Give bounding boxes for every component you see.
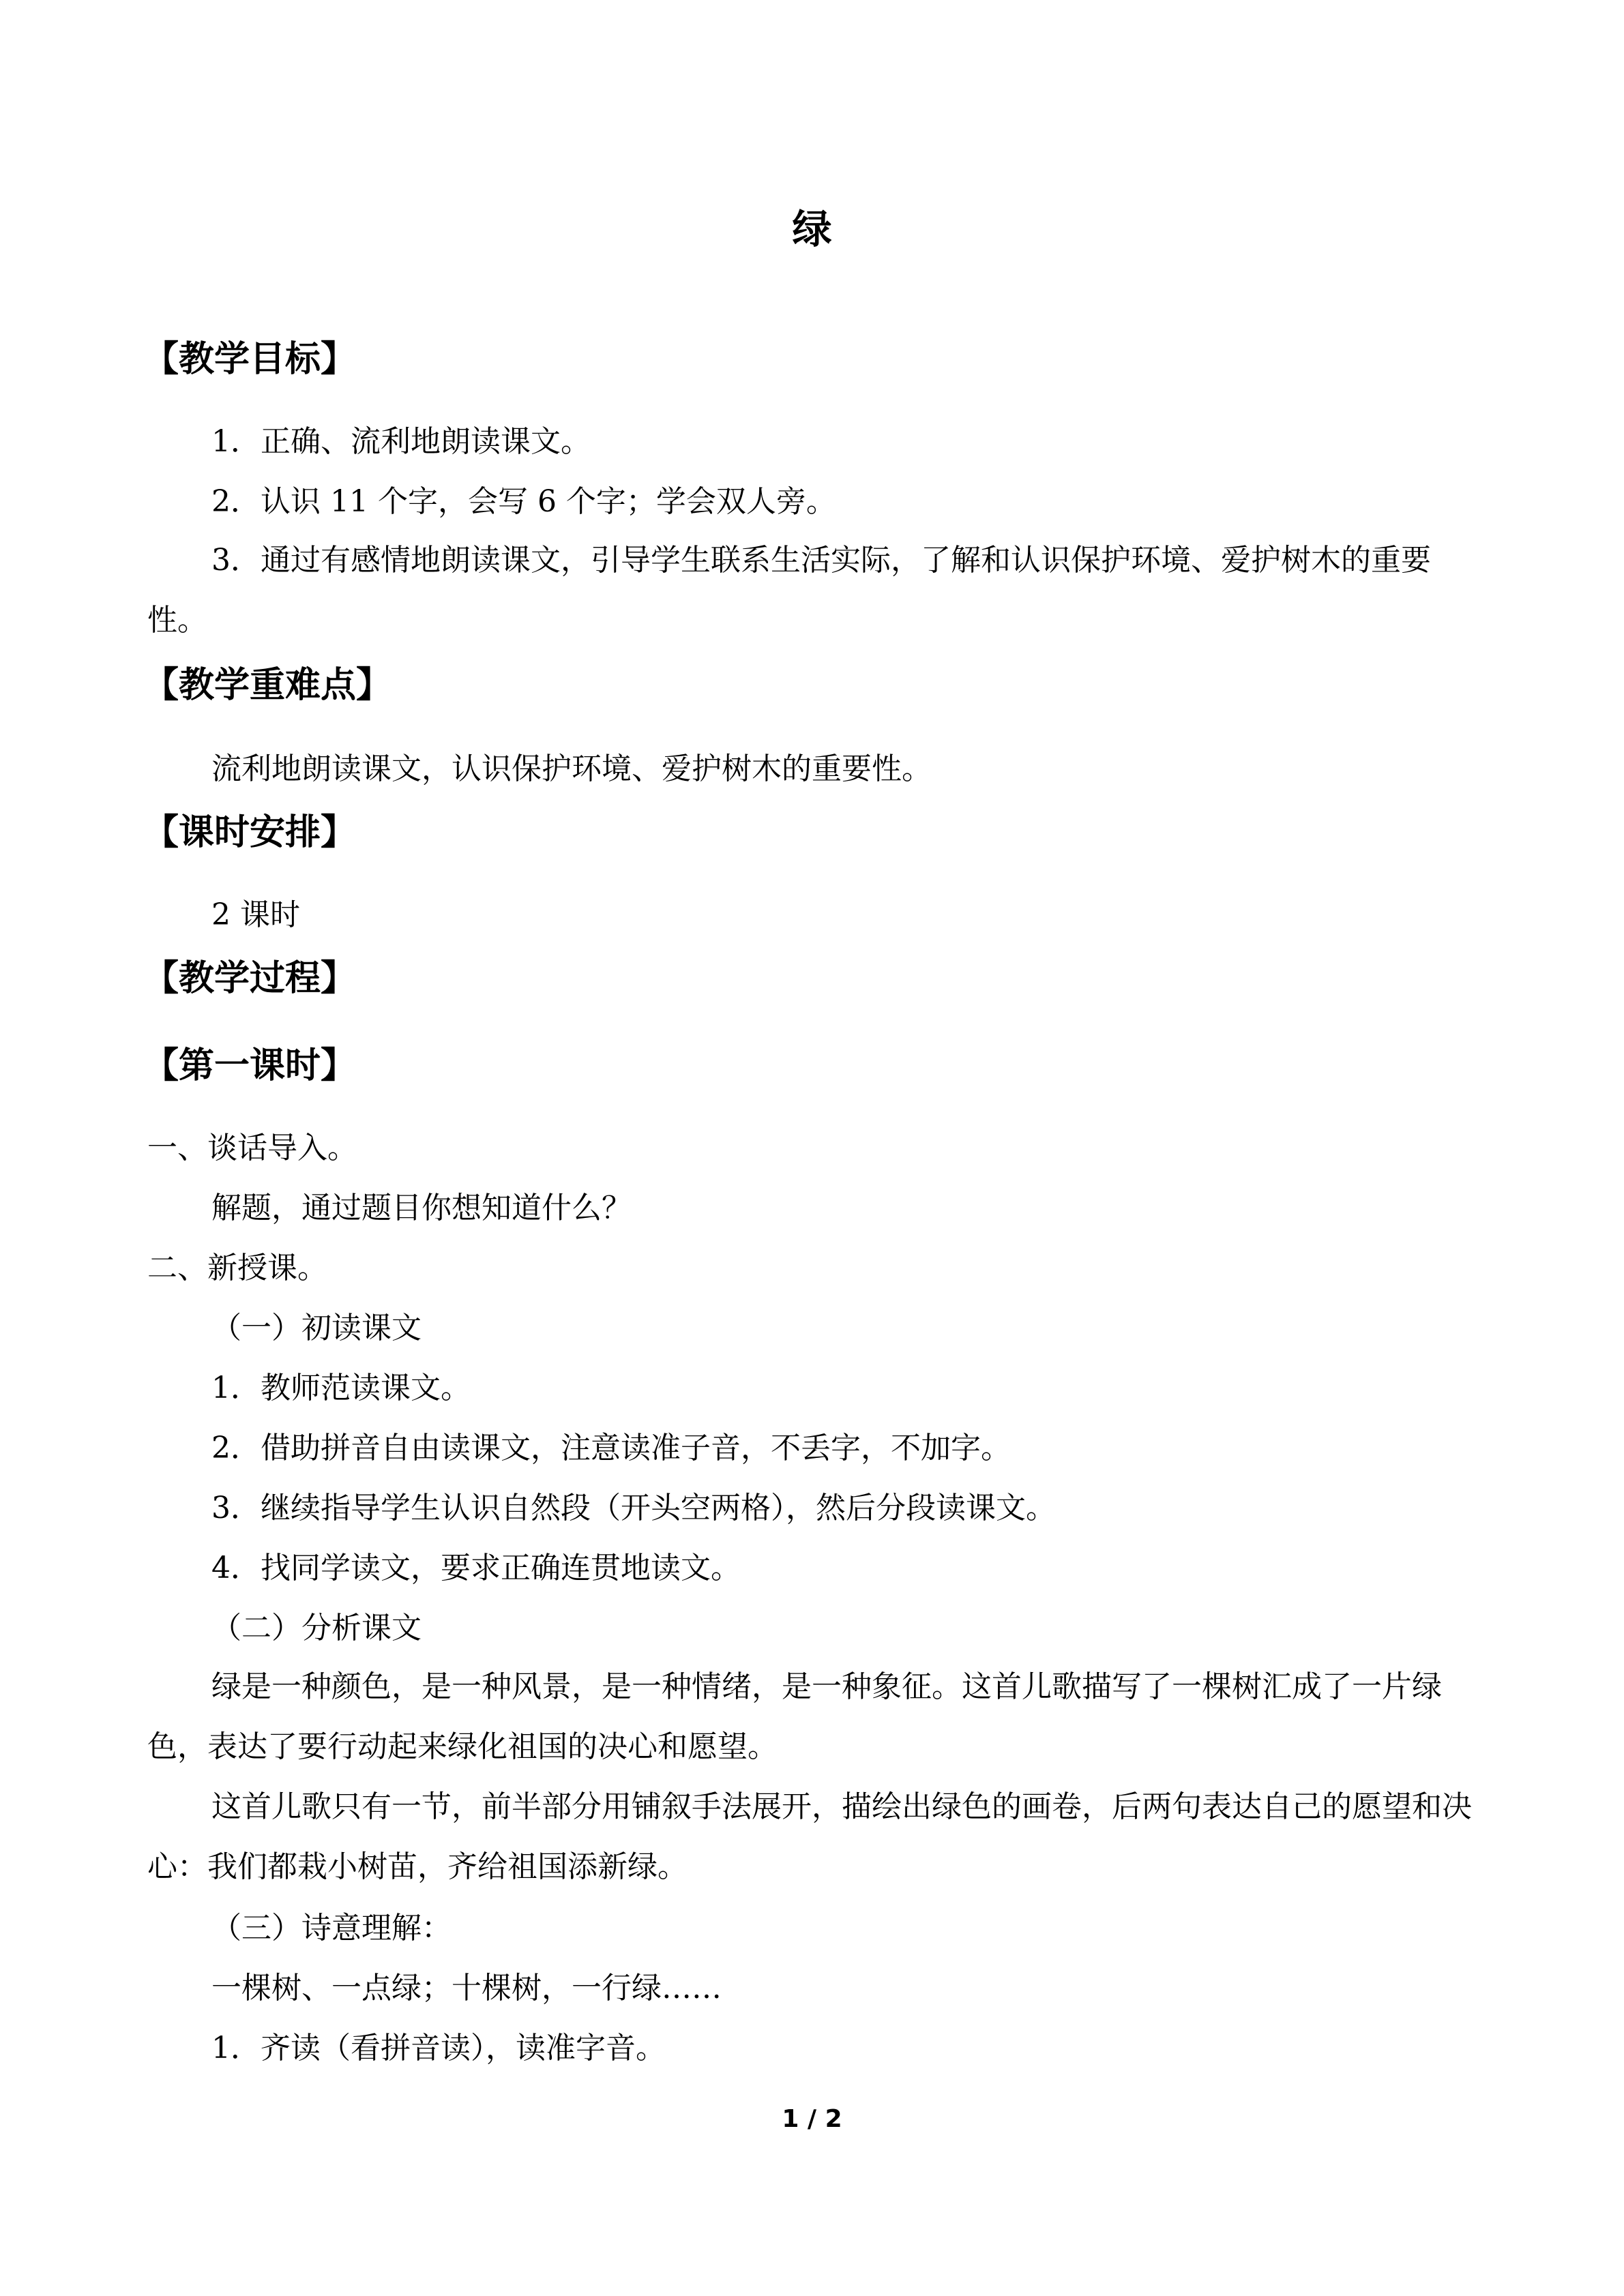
heading-teaching-process: 【教学过程】 (143, 957, 357, 999)
heading-schedule: 【课时安排】 (143, 811, 357, 853)
heading-teaching-goals: 【教学目标】 (143, 338, 357, 380)
step-2-title: 二、新授课。 (147, 1251, 327, 1285)
step-1-title: 一、谈话导入。 (147, 1131, 357, 1165)
heading-first-lesson: 【第一课时】 (143, 1045, 357, 1086)
subsection-1-title: （一）初读课文 (211, 1311, 422, 1345)
difficulty-text: 流利地朗读课文，认识保护环境、爱护树木的重要性。 (211, 751, 932, 786)
document-title: 绿 (792, 206, 832, 252)
goal-item-3: 3．通过有感情地朗读课文，引导学生联系生活实际，了解和认识保护环境、爱护树木的重要性。 (147, 543, 1431, 638)
subsection-1-item-2: 2．借助拼音自由读课文，注意读准子音，不丢字，不加字。 (211, 1431, 1011, 1465)
goal-item-1: 1．正确、流利地朗读课文。 (211, 424, 591, 459)
subsection-3-poem-line: 一棵树、一点绿；十棵树，一行绿…… (211, 1971, 722, 2006)
subsection-1-item-4: 4．找同学读文，要求正确连贯地读文。 (211, 1551, 741, 1585)
subsection-1-item-1: 1．教师范读课文。 (211, 1371, 471, 1405)
page-number: 1 / 2 (782, 2105, 842, 2133)
subsection-2-title: （二）分析课文 (211, 1611, 422, 1645)
subsection-3-title: （三）诗意理解： (211, 1911, 452, 1945)
subsection-2-paragraph-1: 绿是一种颜色，是一种风景，是一种情绪，是一种象征。这首儿歌描写了一棵树汇成了一片绿色，表达了要行动起来绿化祖国的决心和愿望。 (147, 1669, 1442, 1764)
subsection-1-item-3: 3．继续指导学生认识自然段（开头空两格），然后分段读课文。 (211, 1491, 1056, 1525)
goal-item-2: 2．认识 11 个字，会写 6 个字；学会双人旁。 (211, 484, 836, 519)
heading-key-difficulties: 【教学重难点】 (143, 664, 392, 706)
subsection-3-item-1: 1．齐读（看拼音读），读准字音。 (211, 2031, 666, 2066)
schedule-text: 2 课时 (211, 897, 300, 932)
subsection-2-paragraph-2: 这首儿歌只有一节，前半部分用铺叙手法展开，描绘出绿色的画卷，后两句表达自己的愿望和决心：我们都栽小树苗，齐给祖国添新绿。 (147, 1789, 1472, 1884)
step-1-text: 解题，通过题目你想知道什么？ (211, 1191, 632, 1225)
